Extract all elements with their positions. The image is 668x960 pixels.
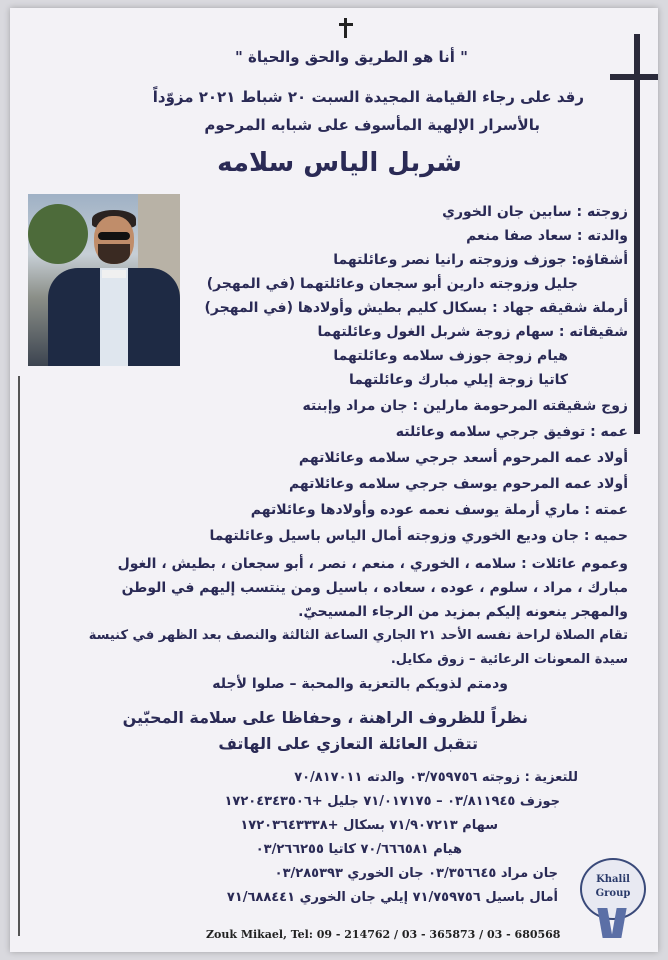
cross-icon [339, 18, 353, 38]
prayer-line: سيدة المعونات الرعائية – زوق مكايل. [390, 652, 628, 667]
family-line: والدته : سعاد صفا منعم [466, 228, 628, 244]
family-line: حميه : جان وديع الخوري وزوجته أمال الياس باسيل وعائلتهما [209, 528, 628, 544]
family-line: زوج شقيقته المرحومة مارلين : جان مراد وإبنته [302, 398, 628, 414]
death-line-1: رقد على رجاء القيامة المجيدة السبت ٢٠ شباط ٢٠٢١ مزوّداً [152, 88, 584, 106]
families-line: وعموم عائلات : سلامه ، الخوري ، منعم ، نصر ، أبو سجعان ، بطيش ، الغول [117, 556, 628, 572]
family-line: أشقاؤه: جوزف وزوجته رانيا نصر وعائلتهما [333, 252, 628, 268]
family-line: أرملة شقيقه جهاد : بسكال كليم بطيش وأولادها (في المهجر) [204, 300, 628, 316]
obituary-sheet [10, 8, 658, 952]
family-line: هيام زوجة جوزف سلامه وعائلتهما [333, 348, 568, 364]
condolence-line: سهام ٧١/٩٠٧٢١٣ بسكال ‎+١٧٢٠٣٦٤٣٣٣٨ [240, 818, 498, 833]
families-line: مبارك ، مراد ، سلوم ، عوده ، سعاده ، باسيل ومن ينتسب إليهم في الوطن [121, 580, 628, 596]
logo-line-1: Khalil [596, 874, 630, 885]
family-line: عمه : توفيق جرجي سلامه وعائلته [395, 424, 628, 440]
deceased-photo [28, 194, 180, 366]
left-border-line [18, 376, 20, 936]
condolence-line: جوزف ٠٣/٨١١٩٤٥ – ٧١/٠١٧١٧٥ جليل ‎+١٧٢٠٤٣٤٣٥٠٦ [224, 794, 560, 809]
deceased-name: شربل الياس سلامه [217, 148, 462, 178]
logo-line-2: Group [595, 888, 631, 899]
closing-line: ودمتم لذويكم بالتعزية والمحبة – صلوا لأجله [212, 676, 508, 692]
condolence-line: أمال باسيل ٧١/٧٥٩٧٥٦ إيلي جان الخوري ٧١/٦٨٨٤٤١ [226, 890, 558, 905]
condolence-line: للتعزية : زوجته ٠٣/٧٥٩٧٥٦ والدته ٧٠/٨١٧٠١١ [294, 770, 578, 785]
family-line: زوجته : سابين جان الخوري [442, 204, 628, 220]
family-line: عمته : ماري أرملة يوسف نعمه عوده وأولادها وعائلاتهم [250, 502, 628, 518]
family-line: كاتيا زوجة إيلي مبارك وعائلتهما [348, 372, 568, 388]
families-line: والمهجر ينعونه إليكم بمزيد من الرجاء المسيحيّ. [298, 604, 628, 620]
prayer-line: تقام الصلاة لراحة نفسه الأحد ٢١ الجاري الساعة الثالثة والنصف بعد الظهر في كنيسة [88, 628, 628, 643]
footer-contact: Zouk Mikael, Tel: 09 - 214762 / 03 - 365873 / 03 - 680568 [206, 928, 561, 941]
family-line: أولاد عمه المرحوم أسعد جرجي سلامه وعائلاتهم [298, 450, 628, 466]
notice-line: تتقبل العائلة التعازي على الهاتف [218, 734, 478, 753]
verse: " أنا هو الطريق والحق والحياة " [235, 48, 468, 66]
family-line: أولاد عمه المرحوم يوسف جرجي سلامه وعائلاتهم [288, 476, 628, 492]
condolence-line: هيام ٧٠/٦٦٦٥٨١ كاتيا ٠٣/٢٦٦٢٥٥ [255, 842, 462, 857]
death-line-2: بالأسرار الإلهية المأسوف على شبابه المرحوم [204, 116, 540, 134]
rosette-icon [598, 908, 626, 938]
family-line: جليل وزوجته دارين أبو سجعان وعائلتهما (في المهجر) [206, 276, 578, 292]
notice-line: نظراً للظروف الراهنة ، وحفاظا على سلامة المحبّين [122, 708, 528, 727]
family-line: شقيقاته : سهام زوجة شربل الغول وعائلتهما [317, 324, 628, 340]
condolence-line: جان مراد ٠٣/٣٥٦٦٤٥ جان الخوري ٠٣/٢٨٥٣٩٣ [274, 866, 558, 881]
